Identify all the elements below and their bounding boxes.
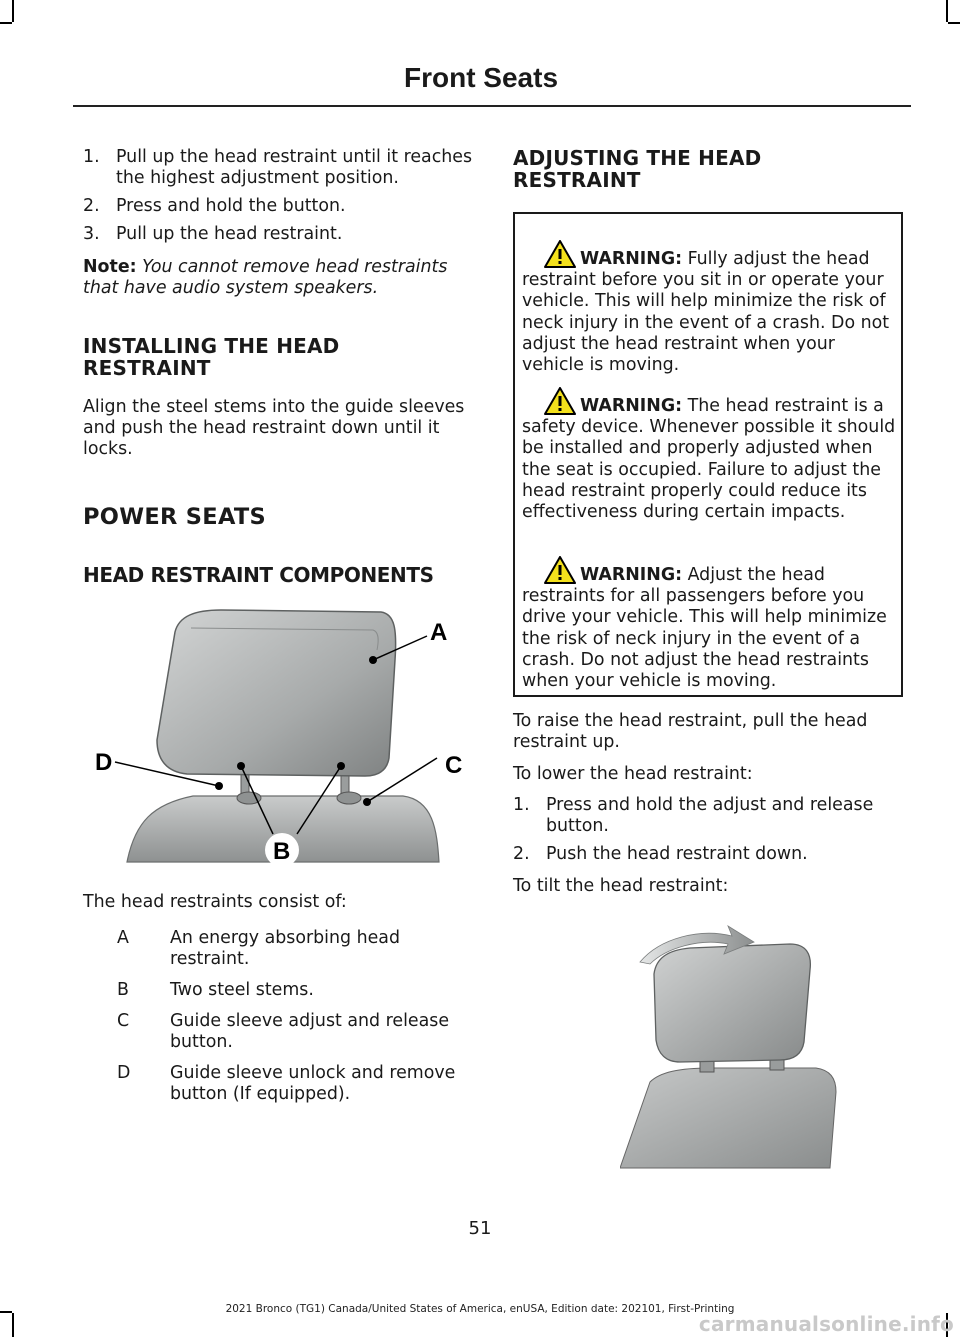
legend-key: C xyxy=(117,1011,130,1031)
legend-text: Two steel stems. xyxy=(170,980,314,1000)
step-text: Press and hold the adjust and release button. xyxy=(546,795,874,836)
step-number: 3. xyxy=(83,224,100,244)
step-number: 2. xyxy=(83,196,100,216)
warning-text: The head restraint is a safety device. Whenever possible it should be installed and properly adjusted when the seat is occupied. Failure to adjust the head restraint properly could reduce its effectiveness during certain impacts. xyxy=(522,396,896,523)
step-number: 2. xyxy=(513,844,530,864)
installing-text: Align the steel stems into the guide sleeves and push the head restraint down until it locks. xyxy=(83,397,465,459)
callout-a: A xyxy=(430,619,448,646)
crop-mark xyxy=(946,0,948,22)
raise-text: To raise the head restraint, pull the head restraint up. xyxy=(513,711,868,752)
callout-c: C xyxy=(445,752,463,779)
crop-mark xyxy=(12,0,14,22)
warning-triangle-icon xyxy=(544,556,576,584)
note-text: You cannot remove head restraints that have audio system speakers. xyxy=(83,257,448,298)
warning-text: Fully adjust the head restraint before you sit in or operate your vehicle. This will help minimize the risk of neck injury in the event of a crash. Do not adjust the head restraint when your vehicle is moving. xyxy=(522,249,890,376)
page-number: 51 xyxy=(468,1218,492,1239)
adjusting-heading: ADJUSTING THE HEAD RESTRAINT xyxy=(513,146,762,192)
warning-item xyxy=(522,387,900,523)
footer-text: 2021 Bronco (TG1) Canada/United States of America, enUSA, Edition date: 202101, First-Printing xyxy=(225,1303,735,1315)
legend-row xyxy=(83,1011,475,1053)
tilt-intro: To tilt the head restraint: xyxy=(513,876,729,896)
step-text: Press and hold the button. xyxy=(116,196,346,216)
step-number: 1. xyxy=(513,795,530,815)
step-number: 1. xyxy=(83,147,100,167)
note-label: Note: xyxy=(83,257,137,277)
crop-mark xyxy=(12,1313,14,1337)
legend-intro: The head restraints consist of: xyxy=(83,892,347,912)
legend-text: Guide sleeve adjust and release button. xyxy=(170,1011,450,1052)
power-seats-heading: POWER SEATS xyxy=(83,504,267,530)
watermark: carmanualsonline.info xyxy=(698,1312,954,1336)
warning-item xyxy=(522,556,900,692)
step-text: Pull up the head restraint. xyxy=(116,224,343,244)
list-item xyxy=(513,844,905,865)
legend-row xyxy=(83,1063,475,1105)
legend-row xyxy=(83,928,475,970)
installing-heading: INSTALLING THE HEAD RESTRAINT xyxy=(83,334,340,380)
step-text: Pull up the head restraint until it reaches the highest adjustment position. xyxy=(116,147,473,188)
warning-text: Adjust the head restraints for all passengers before you drive your vehicle. This will help minimize the risk of neck injury in the event of a crash. Do not adjust the head restraints when your vehicle is moving. xyxy=(522,565,887,692)
list-item xyxy=(83,224,475,245)
lower-intro: To lower the head restraint: xyxy=(513,764,753,784)
warning-label: WARNING: xyxy=(580,249,683,269)
warning-triangle-icon xyxy=(544,240,576,268)
legend-key: D xyxy=(117,1063,131,1083)
legend-row xyxy=(83,980,475,1001)
note xyxy=(83,257,475,299)
head-restraint-components-figure xyxy=(83,590,475,872)
warning-item xyxy=(522,240,900,376)
right-column xyxy=(513,147,905,209)
warning-label: WARNING: xyxy=(580,565,683,585)
legend-text: Guide sleeve unlock and remove button (If equipped). xyxy=(170,1063,456,1104)
tilt-head-restraint-figure xyxy=(620,922,848,1170)
warning-label: WARNING: xyxy=(580,396,683,416)
header-rule xyxy=(73,105,911,107)
legend-key: B xyxy=(117,980,129,1000)
left-column xyxy=(83,147,475,604)
legend-text: An energy absorbing head restraint. xyxy=(170,928,400,969)
warning-box xyxy=(513,212,903,697)
callout-b: B xyxy=(273,838,291,865)
components-heading: HEAD RESTRAINT COMPONENTS xyxy=(83,563,434,587)
list-item xyxy=(83,147,475,189)
lower-steps xyxy=(513,795,905,872)
step-text: Push the head restraint down. xyxy=(546,844,808,864)
list-item xyxy=(513,795,905,837)
crop-mark xyxy=(0,22,12,24)
components-legend xyxy=(83,892,475,1115)
page-title: Front Seats xyxy=(404,62,559,93)
list-item xyxy=(83,196,475,217)
legend-key: A xyxy=(117,928,129,948)
warning-triangle-icon xyxy=(544,387,576,415)
crop-mark xyxy=(948,22,960,24)
callout-d: D xyxy=(95,749,113,776)
